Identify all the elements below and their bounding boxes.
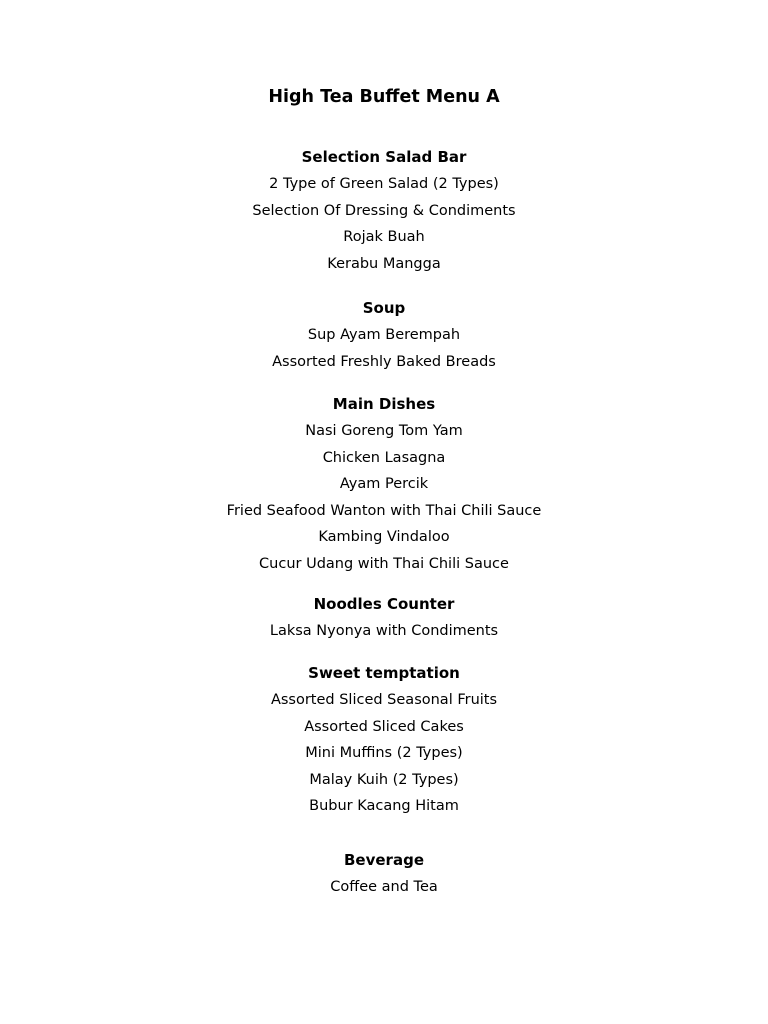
section-heading: Sweet temptation (308, 664, 460, 682)
menu-item: Cucur Udang with Thai Chili Sauce (259, 555, 509, 572)
section-beverage (0, 850, 768, 897)
section-heading: Selection Salad Bar (301, 148, 467, 166)
menu-item: 2 Type of Green Salad (2 Types) (269, 176, 499, 192)
section-main-dishes (0, 394, 768, 574)
section-heading: Soup (362, 299, 406, 317)
menu-item: Kerabu Mangga (327, 255, 441, 272)
menu-item: Kambing Vindaloo (318, 529, 450, 546)
menu-item: Assorted Sliced Cakes (304, 718, 464, 735)
section-salad-bar (0, 147, 768, 274)
menu-item: Rojak Buah (343, 229, 425, 246)
menu-item: Chicken Lasagna (322, 449, 446, 466)
page-title: High Tea Buffet Menu A (268, 87, 500, 107)
section-sweet-temptation (0, 663, 768, 816)
menu-item: Mini Muffins (2 Types) (305, 745, 463, 762)
menu-item: Assorted Freshly Baked Breads (272, 353, 496, 370)
section-heading: Main Dishes (332, 395, 436, 413)
section-soup (0, 298, 768, 372)
menu-item: Laksa Nyonya with Condiments (269, 623, 499, 639)
section-heading: Noodles Counter (313, 595, 455, 613)
menu-item: Sup Ayam Berempah (307, 327, 461, 343)
menu-item: Assorted Sliced Seasonal Fruits (270, 692, 498, 708)
section-noodles-counter (0, 594, 768, 641)
menu-item: Selection Of Dressing & Condiments (252, 202, 516, 219)
menu-item: Coffee and Tea (330, 879, 438, 895)
menu-item: Malay Kuih (2 Types) (309, 771, 459, 788)
menu-item: Ayam Percik (339, 476, 429, 493)
menu-item: Bubur Kacang Hitam (309, 798, 459, 815)
section-heading: Beverage (344, 851, 424, 869)
menu-item: Nasi Goreng Tom Yam (305, 423, 463, 439)
menu-item: Fried Seafood Wanton with Thai Chili Sauce (226, 502, 542, 519)
